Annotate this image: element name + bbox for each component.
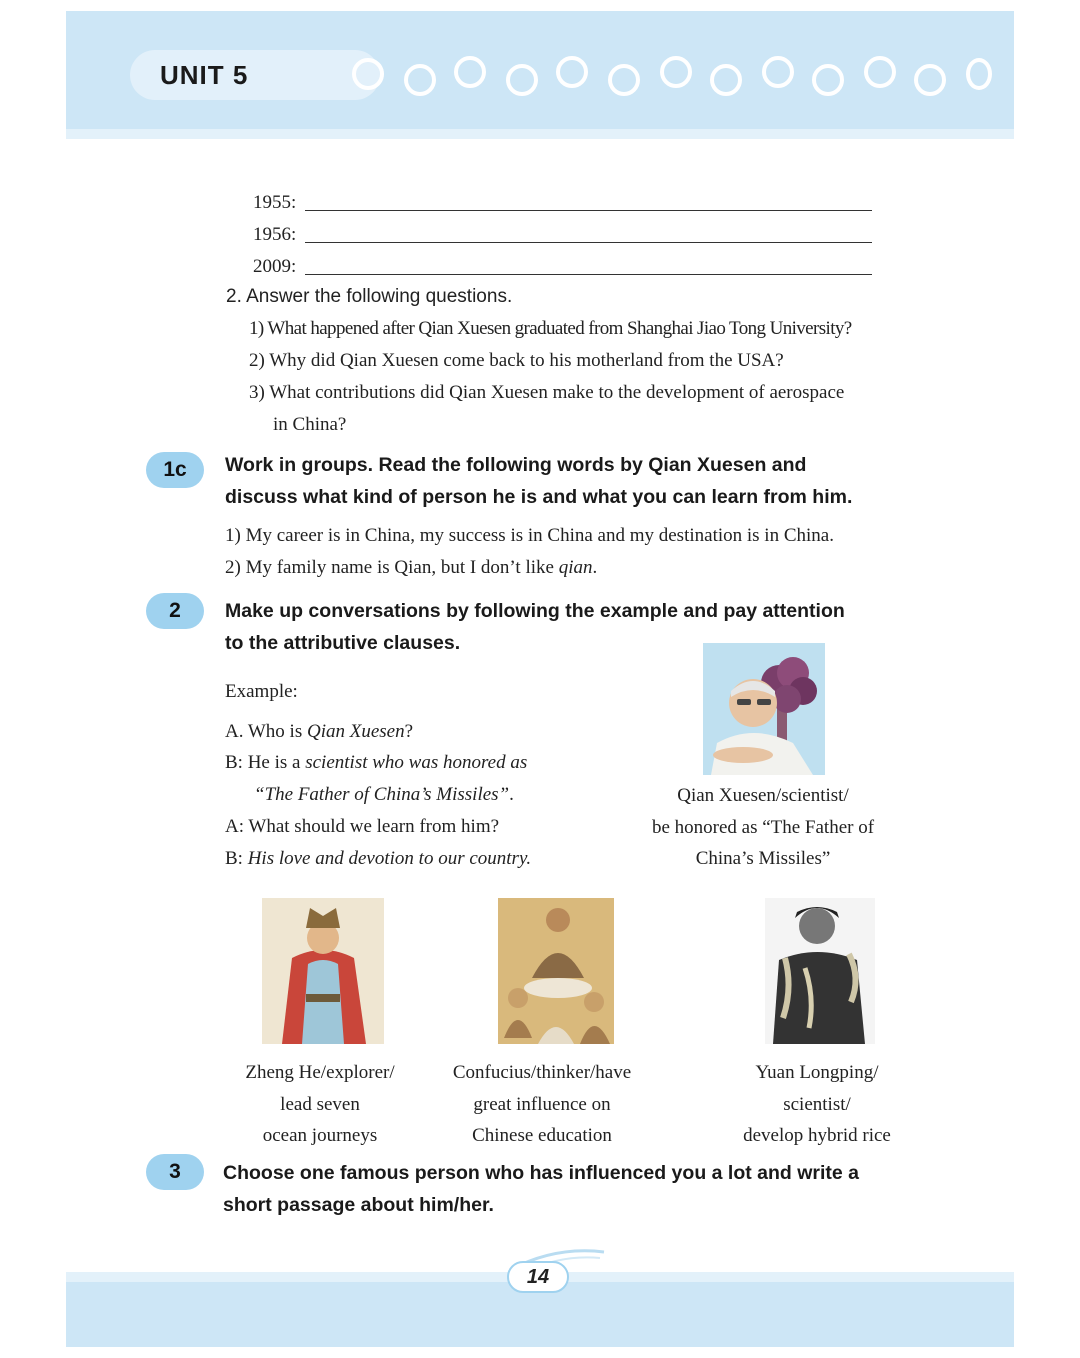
ring-icon	[660, 56, 692, 88]
ring-icon	[864, 56, 896, 88]
caption-line: scientist/	[783, 1093, 851, 1115]
dialog-text: B:	[225, 848, 248, 869]
unit-title: UNIT 5	[160, 60, 249, 90]
dialog-italic: scientist who was honored as	[305, 752, 528, 773]
timeline-label: 1955:	[253, 192, 297, 213]
dialog-text: ?	[404, 721, 414, 742]
caption-line: China’s Missiles”	[695, 848, 831, 869]
section-badge-1c: 1c	[146, 452, 204, 488]
answer-blank[interactable]	[305, 274, 872, 275]
ring-icon	[608, 64, 640, 96]
quote-italic-word: qian	[558, 557, 593, 578]
questions-heading: 2. Answer the following questions.	[226, 286, 513, 307]
caption-line: Qian Xuesen/scientist/	[677, 785, 849, 806]
dialog-line: A: What should we learn from him?	[225, 816, 500, 837]
ring-icon	[454, 56, 486, 88]
quote-line	[225, 555, 597, 581]
ring-icon	[506, 64, 538, 96]
caption-line: Chinese education	[472, 1125, 612, 1146]
yuan-longping-image	[765, 898, 875, 1044]
qian-xuesen-caption	[630, 780, 896, 875]
dialog-italic: “The Father of China’s Missiles”	[254, 784, 510, 805]
instruction-line: Make up conversations by following the example and pay attention	[225, 600, 845, 622]
dialog-text: A. Who is	[225, 721, 307, 742]
caption-line: great influence on	[473, 1093, 611, 1115]
ring-icon	[762, 56, 794, 88]
answer-blank[interactable]	[305, 210, 872, 211]
instruction-line: Choose one famous person who has influenced you a lot and write a	[223, 1162, 860, 1184]
caption-line: lead seven	[280, 1093, 360, 1115]
question-item: 2) Why did Qian Xuesen come back to his motherland from the USA?	[249, 350, 784, 371]
ring-icon	[812, 64, 844, 96]
quote-text: 2) My family name is Qian, but I don’t like	[225, 557, 559, 578]
section-badge-2: 2	[146, 593, 204, 629]
instruction-line: to the attributive clauses.	[225, 632, 461, 654]
page-number: 14	[507, 1261, 569, 1293]
dialog-text: .	[509, 784, 514, 805]
caption-line: Zheng He/explorer/	[245, 1062, 395, 1083]
caption-line: Confucius/thinker/have	[452, 1062, 632, 1083]
section-1c-instruction	[225, 449, 920, 513]
caption-line: develop hybrid rice	[743, 1125, 891, 1146]
timeline-label: 1956:	[253, 224, 297, 245]
question-item: 1) What happened after Qian Xuesen graduated from Shanghai Jiao Tong University?	[249, 318, 852, 339]
zheng-he-image	[262, 898, 384, 1044]
dialog-text: B: He is a	[225, 752, 306, 773]
dialog-line	[254, 782, 514, 808]
ring-icon	[914, 64, 946, 96]
ring-icon	[352, 58, 384, 90]
section-3-instruction	[223, 1157, 918, 1221]
zheng-he-caption	[225, 1057, 415, 1152]
section-badge-3: 3	[146, 1154, 204, 1190]
answer-blank[interactable]	[305, 242, 872, 243]
ring-icon	[966, 58, 992, 90]
dialog-line	[225, 846, 531, 872]
caption-line: ocean journeys	[262, 1125, 378, 1146]
qian-xuesen-image	[703, 643, 825, 775]
caption-line: be honored as “The Father of	[651, 816, 875, 838]
yuan-longping-caption	[722, 1057, 912, 1152]
question-item: 3) What contributions did Qian Xuesen make to the development of aerospace	[249, 382, 845, 403]
confucius-caption	[432, 1057, 652, 1152]
instruction-line: short passage about him/her.	[223, 1194, 494, 1216]
quote-line: 1) My career is in China, my success is in China and my destination is in China.	[225, 525, 834, 546]
dialog-italic: Qian Xuesen	[306, 721, 405, 742]
question-item: in China?	[273, 414, 347, 435]
ring-icon	[404, 64, 436, 96]
caption-line: Yuan Longping/	[755, 1062, 879, 1083]
ring-icon	[710, 64, 742, 96]
example-label: Example:	[225, 681, 298, 702]
quote-punct: .	[592, 557, 598, 578]
instruction-line: Work in groups. Read the following words by Qian Xuesen and	[225, 454, 807, 476]
dialog-line	[225, 750, 527, 776]
ring-icon	[556, 56, 588, 88]
confucius-image	[498, 898, 614, 1044]
dialog-line	[225, 719, 413, 745]
instruction-line: discuss what kind of person he is and what you can learn from him.	[225, 486, 853, 508]
dialog-italic: His love and devotion to our country.	[247, 848, 532, 869]
timeline-label: 2009:	[253, 256, 297, 277]
